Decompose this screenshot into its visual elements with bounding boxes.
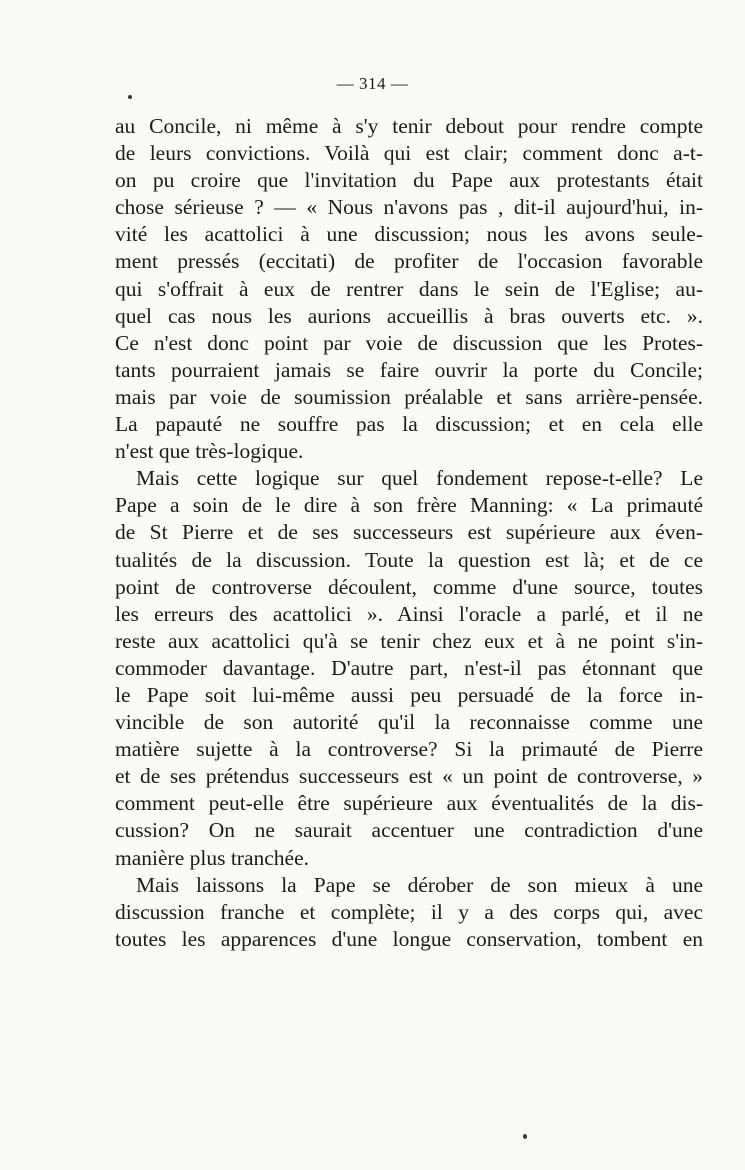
text-line: manière plus tranchée. <box>115 845 310 870</box>
text-line: le Pape soit lui-même aussi peu persuadé de la force in- <box>115 682 703 707</box>
text-line: cussion? On ne saurait accentuer une contradiction d'une <box>115 818 703 843</box>
text-line: on pu croire que l'invitation du Pape aux protestants était <box>115 168 703 193</box>
text-line: ment pressés (eccitati) de profiter de l'occasion favorable <box>115 249 703 274</box>
text-line: Mais cette logique sur quel fondement repose-t-elle? Le <box>136 466 703 491</box>
text-line: tants pourraient jamais se faire ouvrir la porte du Concile; <box>115 357 703 382</box>
text-line: commoder davantage. D'autre part, n'est-il pas étonnant que <box>115 655 703 680</box>
body-text <box>115 113 703 953</box>
text-line: de St Pierre et de ses successeurs est supérieure aux éven- <box>115 520 703 545</box>
text-line: n'est que très-logique. <box>115 439 304 464</box>
paragraph <box>115 465 703 871</box>
text-line: discussion franche et complète; il y a des corps qui, avec <box>115 899 703 924</box>
text-line: matière sujette à la controverse? Si la primauté de Pierre <box>115 737 703 762</box>
text-line: comment peut-elle être supérieure aux éventualités de la dis- <box>115 791 703 816</box>
text-line: point de controverse découlent, comme d'une source, toutes <box>115 574 703 599</box>
text-line: mais par voie de soumission préalable et sans arrière-pensée. <box>115 384 703 409</box>
text-line: La papauté ne souffre pas la discussion; et en cela elle <box>115 412 703 437</box>
text-line: et de ses prétendus successeurs est « un point de controverse, » <box>115 764 703 789</box>
text-line: reste aux acattolici qu'à se tenir chez eux et à ne point s'in- <box>115 628 703 653</box>
text-line: chose sérieuse ? — « Nous n'avons pas , dit-il aujourd'hui, in- <box>115 195 703 220</box>
text-line: qui s'offrait à eux de rentrer dans le sein de l'Eglise; au- <box>115 276 703 301</box>
text-line: au Concile, ni même à s'y tenir debout pour rendre compte <box>115 114 703 138</box>
text-line: toutes les apparences d'une longue conservation, tombent en <box>115 926 703 951</box>
ink-speck <box>523 1134 527 1139</box>
text-line: tualités de la discussion. Toute la question est là; et de ce <box>115 547 703 572</box>
text-line: les erreurs des acattolici ». Ainsi l'oracle a parlé, et il ne <box>115 601 703 626</box>
text-line: de leurs convictions. Voilà qui est clair; comment donc a-t- <box>115 141 703 166</box>
text-line: quel cas nous les aurions accueillis à bras ouverts etc. ». <box>115 303 703 328</box>
ink-speck <box>128 95 132 99</box>
text-line: Pape a soin de le dire à son frère Manning: « La primauté <box>115 493 703 518</box>
text-line: Ce n'est donc point par voie de discussion que les Protes- <box>115 330 703 355</box>
paragraph <box>115 113 703 465</box>
text-line: Mais laissons la Pape se dérober de son mieux à une <box>136 872 703 897</box>
text-line: vité les acattolici à une discussion; nous les avons seule- <box>115 222 703 247</box>
paragraph <box>115 872 703 953</box>
page-number: — 314 — <box>336 74 409 93</box>
text-line: vincible de son autorité qu'il la reconnaisse comme une <box>115 710 703 735</box>
